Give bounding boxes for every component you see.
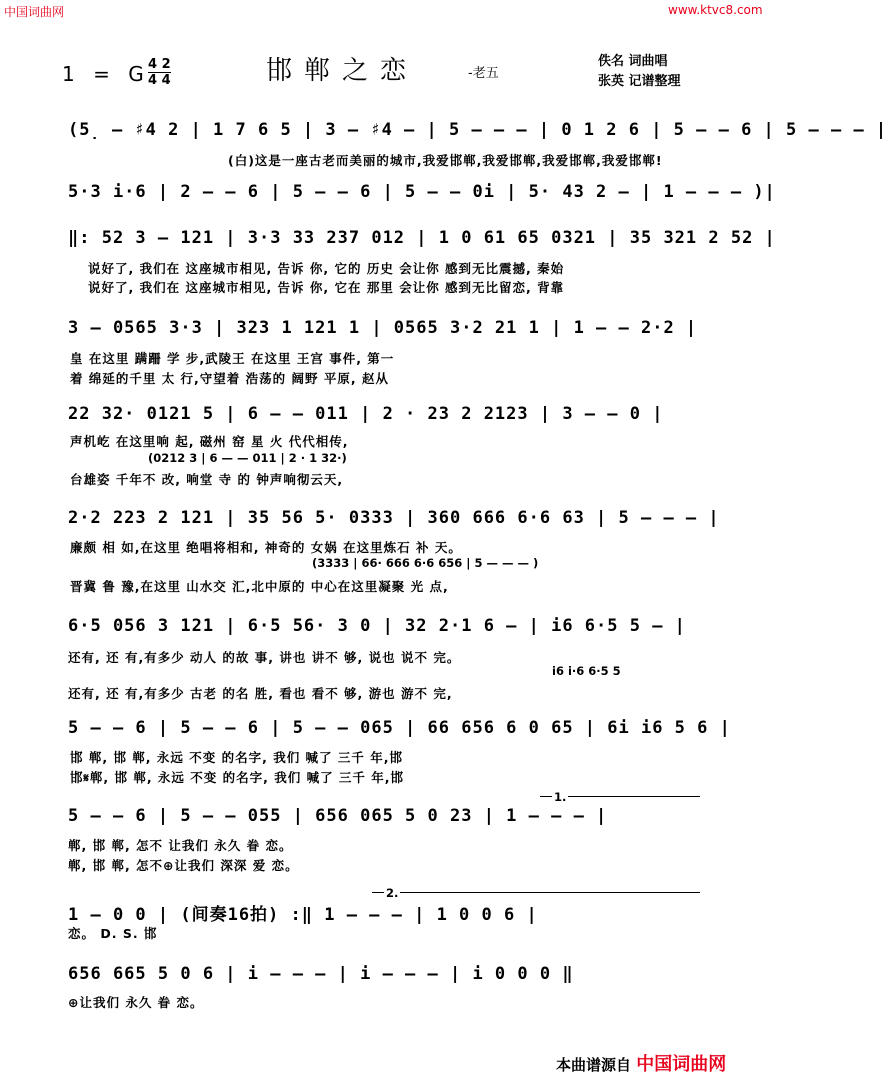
- lyric-row-4-verse-2: 着 绵延的千里 太 行,守望着 浩荡的 阔野 平原, 赵从: [70, 371, 389, 386]
- lyric-row-10: 恋。 D. S. 邯: [68, 926, 158, 941]
- score-row-8: 5 — — 6 | 5 — — 6 | 5 — — 065 | 66 656 6 0 65 | 6i i6 5 6 |: [68, 718, 731, 738]
- lyric-row-6-verse-2: 晋冀 鲁 豫,在这里 山水交 汇,北中原的 中心在这里凝聚 光 点,: [70, 579, 449, 594]
- footer-source: [556, 1050, 726, 1076]
- lyric-row-5-verse-2: 台雄姿 千年不 改, 响堂 寺 的 钟声响彻云天,: [70, 472, 344, 487]
- score-row-9: 5 — — 6 | 5 — — 055 | 656 065 5 0 23 | 1 — — — |: [68, 806, 608, 826]
- time-signature: [148, 58, 171, 87]
- score-row-6: 2·2 223 2 121 | 35 56 5· 0333 | 360 666 6·6 63 | 5 — — — |: [68, 508, 720, 528]
- score-row-7: 6·5 056 3 121 | 6·5 56· 3 0 | 32 2·1 6 — | i6 6·5 5 — |: [68, 616, 686, 636]
- lyric-row-7-verse-2: 还有, 还 有,有多少 古老 的名 胜, 看也 看不 够, 游也 游不 完,: [68, 686, 453, 701]
- score-row-5: 22 32· 0121 5 | 6 — — 011 | 2 · 23 2 2123 | 3 — — 0 |: [68, 404, 664, 424]
- lyric-row-1-verse-1: (白)这是一座古老而美丽的城市,我爱邯郸,我爱邯郸,我爱邯郸,我爱邯郸!: [228, 153, 663, 168]
- song-title: 邯郸之恋: [266, 56, 419, 86]
- time-signature-bottom: 4 4: [148, 73, 171, 88]
- volta-1-label: 1.: [554, 790, 567, 804]
- score-row-3: ‖: 52 3 — 121 | 3·3 33 237 012 | 1 0 61 65 0321 | 35 321 2 52 |: [68, 228, 776, 248]
- lyric-row-8-verse-2: 邯𝄋郸, 邯 郸, 永远 不变 的名字, 我们 喊了 三千 年,邯: [70, 770, 405, 785]
- lyric-row-4-verse-1: 皇 在这里 蹒跚 学 步,武陵王 在这里 王宫 事件, 第一: [70, 351, 395, 366]
- alt-notes-row-7: i6 i·6 6·5 5: [552, 664, 621, 678]
- score-row-4: 3 — 0565 3·3 | 323 1 121 1 | 0565 3·2 21 1 | 1 — — 2·2 |: [68, 318, 698, 338]
- footer-label: 本曲谱源自: [556, 1056, 632, 1074]
- volta-2-bracket: [372, 892, 700, 893]
- lyric-row-3-verse-2: 说好了, 我们在 这座城市相见, 告诉 你, 它在 那里 会让你 感到无比留恋, 背靠: [88, 280, 565, 295]
- credit-lyrics-music: 佚名 词曲唱: [598, 54, 668, 69]
- lyric-row-3-verse-1: 说好了, 我们在 这座城市相见, 告诉 你, 它的 历史 会让你 感到无比震撼, 秦始: [88, 261, 565, 276]
- alt-notes-row-5: (0212 3 | 6 — — 011 | 2 · 1 32·): [148, 451, 347, 465]
- lyric-row-8-verse-1: 邯 郸, 邯 郸, 永远 不变 的名字, 我们 喊了 三千 年,邯: [70, 750, 404, 765]
- score-row-2: 5·3 i·6 | 2 — — 6 | 5 — — 6 | 5 — — 0i | 5· 43 2 — | 1 — — — )|: [68, 182, 776, 202]
- credit-transcriber: 张英 记谱整理: [598, 74, 681, 89]
- volta-2-label: 2.: [386, 886, 399, 900]
- footer-site-link[interactable]: 中国词曲网: [636, 1054, 727, 1075]
- score-row-11: 656 665 5 0 6 | i — — — | i — — — | i 0 0 0 ‖: [68, 964, 574, 984]
- lyric-row-9-verse-2: 郸, 邯 郸, 怎不⊕让我们 深深 爱 恋。: [68, 858, 299, 873]
- lyric-row-6-verse-1: 廉颇 相 如,在这里 绝唱将相和, 神奇的 女娲 在这里炼石 补 天。: [70, 540, 462, 555]
- score-row-1: (5̣ — ♯4 2 | 1 7 6 5 | 3 — ♯4 — | 5 — — — | 0 1 2 6 | 5 — — 6 | 5 — — — |: [68, 120, 887, 140]
- site-watermark-right: www.ktvc8.com: [668, 3, 763, 17]
- site-watermark-left: 中国词曲网: [4, 5, 65, 19]
- alt-notes-row-6: (3333 | 66· 666 6·6 656 | 5 — — — ): [312, 556, 539, 570]
- score-row-10: 1 — 0 0 | (间奏16拍) :‖ 1 — — — | 1 0 0 6 |: [68, 905, 538, 925]
- key-signature: 1 = G: [62, 62, 150, 86]
- lyric-row-7-verse-1: 还有, 还 有,有多少 动人 的故 事, 讲也 讲不 够, 说也 说不 完。: [68, 650, 461, 665]
- lyric-row-11: ⊕让我们 永久 眷 恋。: [68, 995, 204, 1010]
- time-signature-top: 4 2: [148, 57, 171, 72]
- lyric-row-5-verse-1: 声机屹 在这里响 起, 磁州 窑 星 火 代代相传,: [70, 434, 349, 449]
- song-subtitle: -老五: [468, 66, 499, 81]
- lyric-row-9-verse-1: 郸, 邯 郸, 怎不 让我们 永久 眷 恋。: [68, 838, 293, 853]
